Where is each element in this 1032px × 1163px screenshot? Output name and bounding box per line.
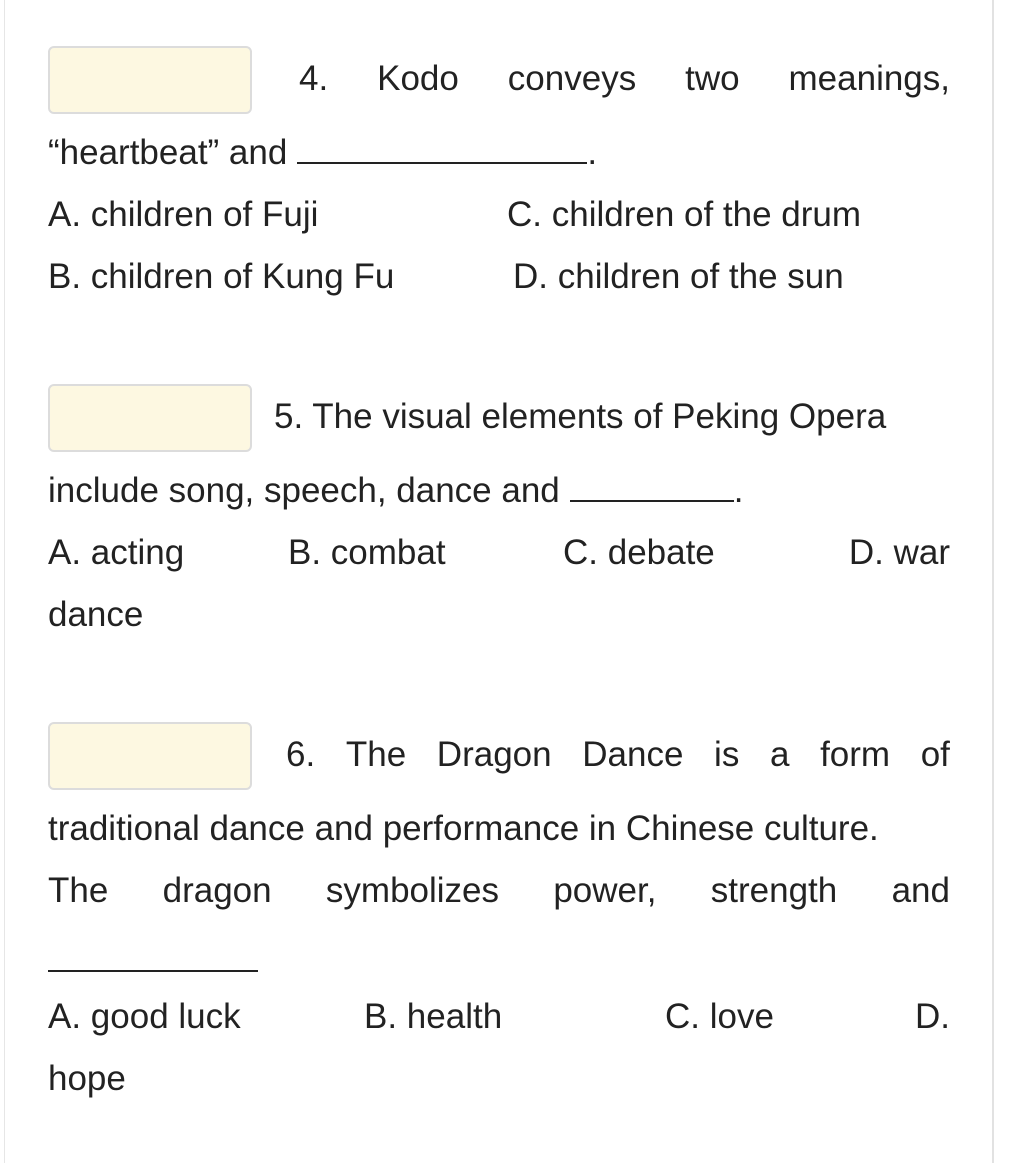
answer-blank <box>297 132 587 164</box>
option-d[interactable]: D. war <box>848 533 950 572</box>
question-6-line-3 <box>48 868 950 914</box>
option-c[interactable]: C. children of the drum <box>507 195 862 234</box>
question-text: traditional dance and performance in Chinese culture. <box>48 809 879 848</box>
word: a <box>769 735 790 774</box>
question-5-continuation <box>48 468 950 514</box>
option-b[interactable]: B. children of Kung Fu <box>48 257 395 296</box>
options-row <box>48 530 950 576</box>
answer-box-6[interactable] <box>48 722 252 790</box>
word: 4. <box>299 59 329 98</box>
word: Dance <box>582 735 684 774</box>
word: strength <box>710 871 838 910</box>
word: Kodo <box>377 59 459 98</box>
option-d[interactable]: D. <box>915 997 950 1036</box>
option-d-continuation[interactable]: hope <box>48 1059 126 1098</box>
options-row <box>48 192 950 238</box>
question-text: include song, speech, dance and <box>48 471 560 510</box>
page-right-border <box>992 0 994 1163</box>
option-d[interactable]: D. children of the sun <box>513 257 844 296</box>
word: conveys <box>507 59 637 98</box>
question-5-first-line <box>274 394 950 440</box>
answer-box-5[interactable] <box>48 384 252 452</box>
answer-blank <box>570 470 734 502</box>
word: two <box>685 59 740 98</box>
options-row-wrap <box>48 592 950 638</box>
answer-box-4[interactable] <box>48 46 252 114</box>
question-text: “heartbeat” and <box>48 133 288 172</box>
word: power, <box>553 871 657 910</box>
word: is <box>714 735 740 774</box>
word: meanings, <box>788 59 950 98</box>
answer-blank <box>48 970 258 972</box>
option-d-continuation[interactable]: dance <box>48 595 144 634</box>
period: . <box>587 133 598 172</box>
word: The <box>345 735 407 774</box>
option-a[interactable]: A. good luck <box>48 997 241 1036</box>
word: 6. <box>286 735 316 774</box>
option-c[interactable]: C. love <box>665 997 774 1036</box>
word: Dragon <box>436 735 552 774</box>
page-left-border <box>4 0 5 1163</box>
option-b[interactable]: B. combat <box>288 533 446 572</box>
question-6-first-line <box>286 732 950 778</box>
question-4-continuation <box>48 130 950 176</box>
word: of <box>920 735 950 774</box>
options-row <box>48 994 950 1040</box>
word: symbolizes <box>325 871 500 910</box>
question-6-line-2 <box>48 806 950 852</box>
word: The <box>48 871 109 910</box>
period: . <box>733 471 744 510</box>
option-a[interactable]: A. acting <box>48 533 185 572</box>
option-c[interactable]: C. debate <box>563 533 715 572</box>
option-a[interactable]: A. children of Fuji <box>48 195 319 234</box>
word: dragon <box>162 871 272 910</box>
option-b[interactable]: B. health <box>364 997 503 1036</box>
question-4-first-line <box>299 56 950 102</box>
options-row-wrap <box>48 1056 950 1102</box>
word: and <box>891 871 950 910</box>
question-text: 5. The visual elements of Peking Opera <box>274 397 887 436</box>
word: form <box>820 735 891 774</box>
options-row <box>48 254 950 300</box>
